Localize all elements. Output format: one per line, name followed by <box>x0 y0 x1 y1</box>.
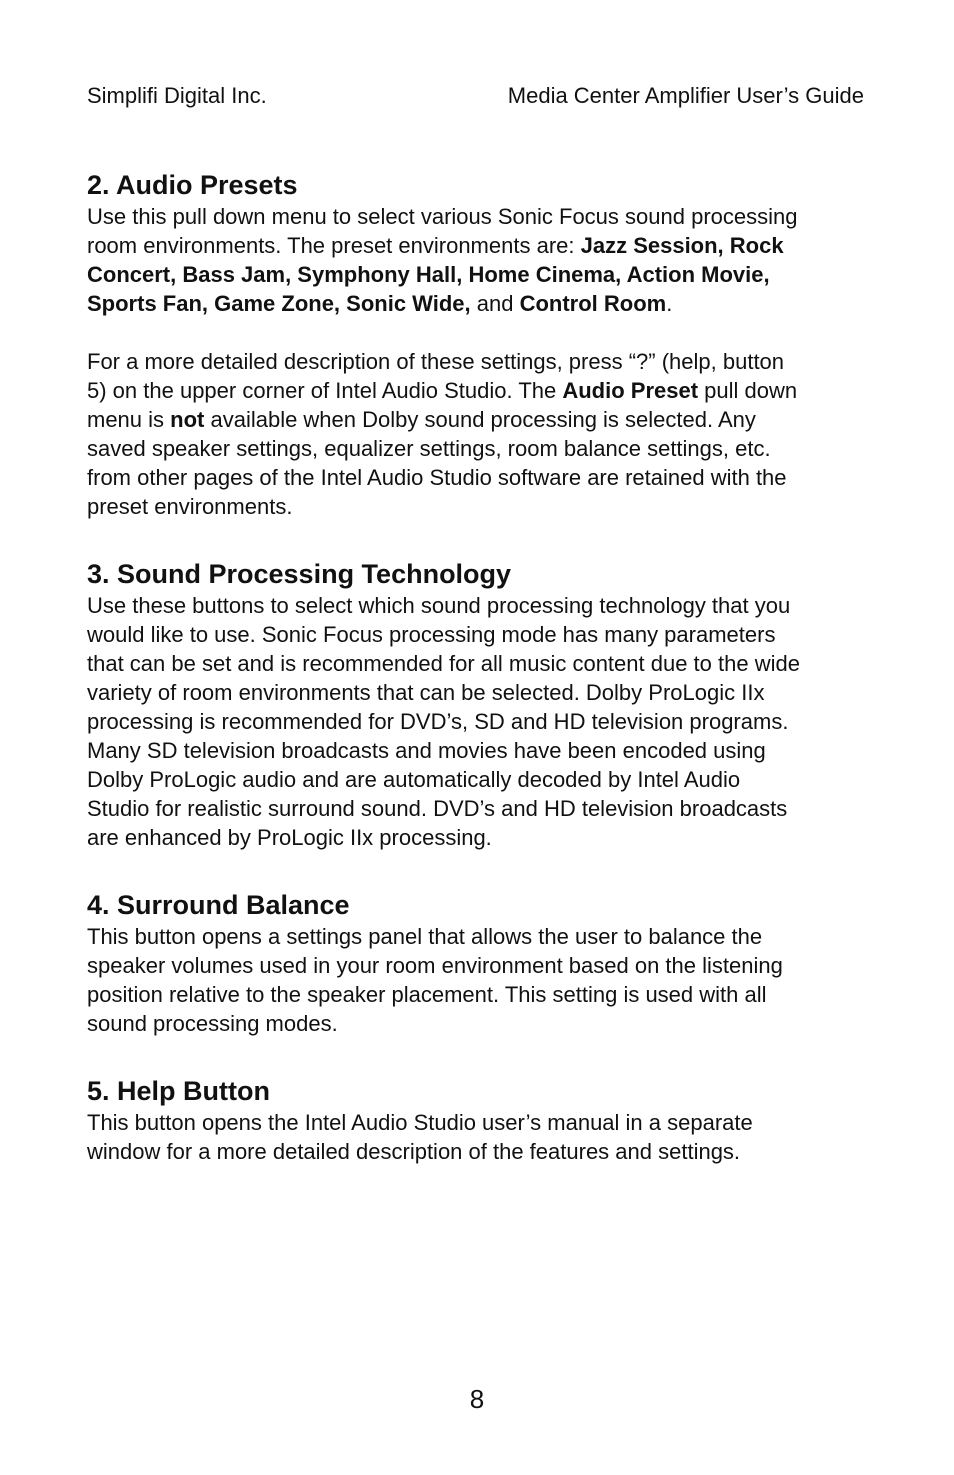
header-guide-title: Media Center Amplifier User’s Guide <box>507 83 864 108</box>
paragraph <box>87 591 887 852</box>
paragraph <box>87 1108 887 1166</box>
text-line: This button opens a settings panel that allows the user to balance the <box>87 924 763 949</box>
paragraph <box>87 922 887 1038</box>
page-number: 8 <box>469 1384 485 1414</box>
bold-text: Jazz Session, Rock <box>580 233 784 258</box>
header-company: Simplifi Digital Inc. <box>87 83 267 108</box>
section-sound-processing <box>87 557 887 852</box>
section-title: 4. Surround Balance <box>87 890 350 920</box>
text-line: processing is recommended for DVD’s, SD and HD television programs. <box>87 709 789 734</box>
text-line: would like to use. Sonic Focus processing mode has many parameters <box>87 622 776 647</box>
section-audio-presets <box>87 168 887 521</box>
text-line: 5) on the upper corner of Intel Audio Studio. The Audio Preset pull down <box>87 378 798 403</box>
text-line: saved speaker settings, equalizer settings, room balance settings, etc. <box>87 436 771 461</box>
text-line: speaker volumes used in your room environment based on the listening <box>87 953 783 978</box>
section-title: 5. Help Button <box>87 1076 270 1106</box>
bold-text: Control Room <box>519 291 667 316</box>
bold-text: Sports Fan, Game Zone, Sonic Wide, <box>87 291 471 316</box>
text-line: Many SD television broadcasts and movies have been encoded using <box>87 738 766 763</box>
text-line: from other pages of the Intel Audio Studio software are retained with the <box>87 465 787 490</box>
text-line: This button opens the Intel Audio Studio user’s manual in a separate <box>87 1110 753 1135</box>
text-line: Use this pull down menu to select various Sonic Focus sound processing <box>87 204 798 229</box>
text-line: menu is not available when Dolby sound processing is selected. Any <box>87 407 756 432</box>
page-content <box>87 168 887 1166</box>
text-line: room environments. The preset environments are: Jazz Session, Rock <box>87 233 784 258</box>
bold-text: not <box>170 407 205 432</box>
text-line: window for a more detailed description of the features and settings. <box>87 1139 741 1164</box>
section-title: 2. Audio Presets <box>87 170 298 200</box>
page-header <box>87 82 864 112</box>
paragraph <box>87 202 887 318</box>
text-line: sound processing modes. <box>87 1011 338 1036</box>
text-line: preset environments. <box>87 494 293 519</box>
text-line: Dolby ProLogic audio and are automatically decoded by Intel Audio <box>87 767 741 792</box>
section-surround-balance <box>87 888 887 1038</box>
text-line: variety of room environments that can be selected. Dolby ProLogic IIx <box>87 680 765 705</box>
text-line: For a more detailed description of these settings, press “?” (help, button <box>87 349 785 374</box>
text-line: position relative to the speaker placement. This setting is used with all <box>87 982 767 1007</box>
text-line: that can be set and is recommended for all music content due to the wide <box>87 651 800 676</box>
text-line <box>87 260 887 289</box>
section-help-button <box>87 1074 887 1166</box>
bold-text: Audio Preset <box>562 378 699 403</box>
paragraph <box>87 347 887 521</box>
section-title: 3. Sound Processing Technology <box>87 559 512 589</box>
text-line: Studio for realistic surround sound. DVD’s and HD television broadcasts <box>87 796 788 821</box>
bold-text: Concert, Bass Jam, Symphony Hall, Home Cinema, Action Movie, <box>87 262 770 287</box>
text-line: are enhanced by ProLogic IIx processing. <box>87 825 492 850</box>
text-line: Sports Fan, Game Zone, Sonic Wide, and Control Room. <box>87 291 673 316</box>
text-line: Use these buttons to select which sound processing technology that you <box>87 593 791 618</box>
